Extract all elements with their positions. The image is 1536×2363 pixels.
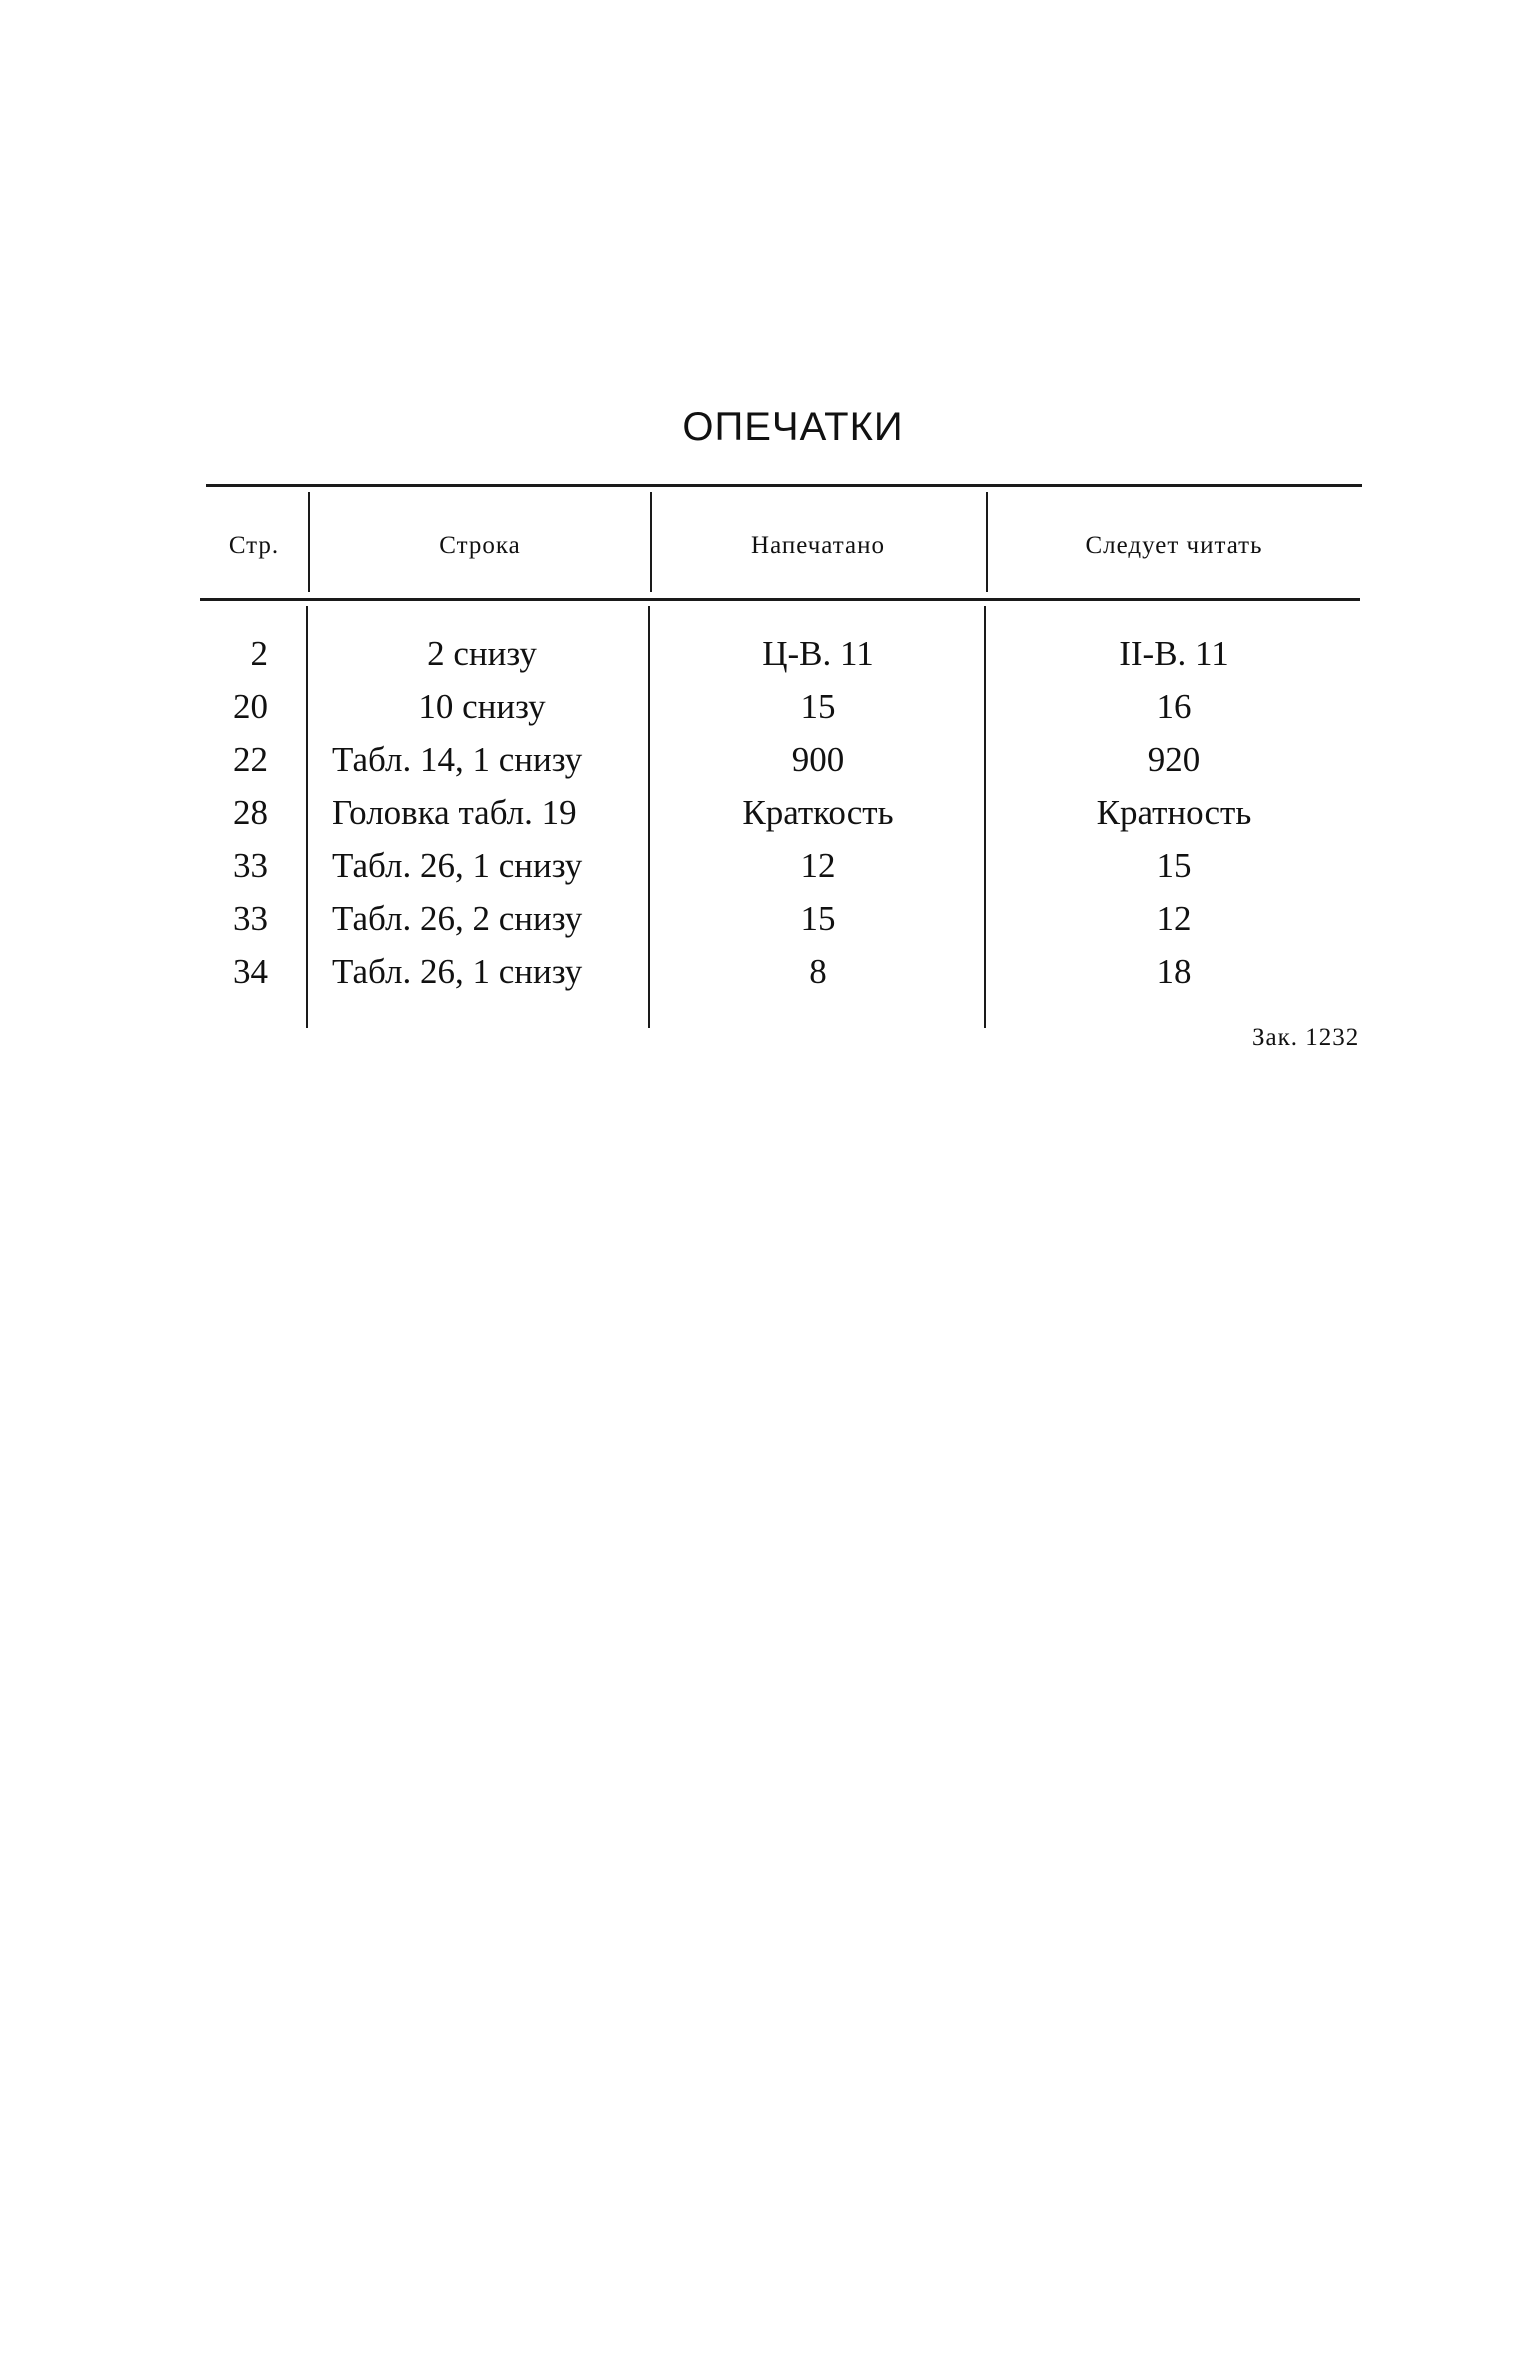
cell-should-read: Кратность: [1096, 793, 1252, 832]
cell-page: 22: [233, 740, 268, 779]
order-number: Зак. 1232: [1252, 1024, 1360, 1051]
cell-printed: 900: [791, 740, 845, 779]
cell-page: 34: [233, 952, 268, 991]
cell-line: Табл. 26, 1 снизу: [332, 846, 583, 885]
cell-should-read: 12: [1156, 899, 1192, 938]
cell-page: 33: [233, 899, 268, 938]
column-divider: [984, 606, 986, 1028]
cell-page: 20: [233, 687, 268, 726]
cell-printed: 8: [809, 952, 827, 991]
cell-page: 28: [233, 793, 268, 832]
column-divider: [306, 606, 308, 1028]
header-page: Стр.: [228, 532, 280, 559]
table-header-rule: [200, 598, 1360, 601]
header-line: Строка: [439, 532, 521, 559]
cell-should-read: 15: [1156, 846, 1192, 885]
cell-page: 33: [233, 846, 268, 885]
cell-printed: 12: [800, 846, 836, 885]
cell-should-read: 920: [1147, 740, 1201, 779]
page-title: ОПЕЧАТКИ: [682, 405, 904, 449]
cell-line: Табл. 14, 1 снизу: [332, 740, 583, 779]
cell-printed: 15: [800, 899, 836, 938]
cell-line: Головка табл. 19: [332, 793, 577, 832]
header-printed: Напечатано: [751, 532, 885, 559]
cell-should-read: 18: [1156, 952, 1192, 991]
cell-printed: 15: [800, 687, 836, 726]
cell-line: Табл. 26, 2 снизу: [332, 899, 583, 938]
cell-line: 10 снизу: [418, 687, 546, 726]
header-should-read: Следует читать: [1085, 532, 1263, 559]
cell-should-read: 16: [1156, 687, 1192, 726]
cell-page: 2: [250, 634, 268, 673]
cell-line: 2 снизу: [427, 634, 537, 673]
cell-printed: Ц-В. 11: [762, 634, 874, 673]
cell-should-read: II-В. 11: [1119, 634, 1229, 673]
table-top-rule: [206, 484, 1362, 487]
cell-printed: Краткость: [742, 793, 894, 832]
cell-line: Табл. 26, 1 снизу: [332, 952, 583, 991]
